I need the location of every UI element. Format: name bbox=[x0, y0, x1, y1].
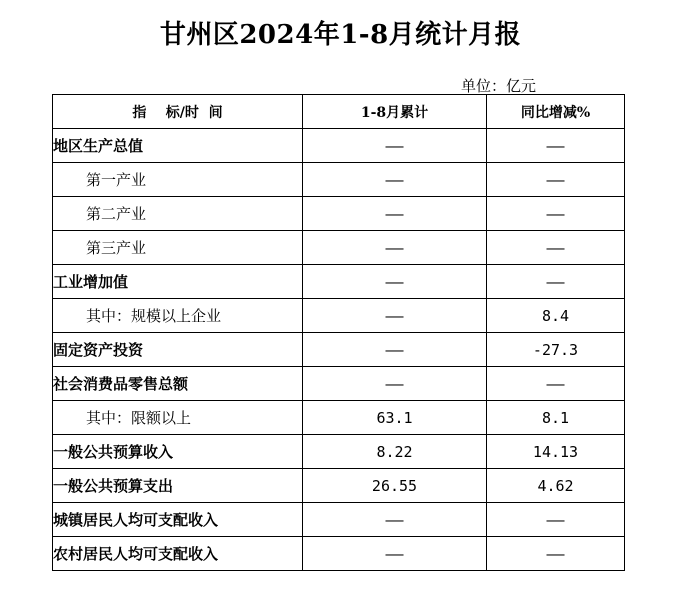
table-row bbox=[53, 265, 625, 299]
row-indicator-label: 城镇居民人均可支配收入 bbox=[53, 503, 303, 537]
row-yoy-value: —— bbox=[487, 537, 625, 571]
row-cumulative-value: 63.1 bbox=[303, 401, 487, 435]
row-yoy-value: 8.1 bbox=[487, 401, 625, 435]
table-row bbox=[53, 469, 625, 503]
row-indicator-label: 第三产业 bbox=[53, 231, 303, 265]
row-cumulative-value: —— bbox=[303, 163, 487, 197]
row-cumulative-value: —— bbox=[303, 333, 487, 367]
table-header-row bbox=[53, 95, 625, 129]
row-indicator-label: 固定资产投资 bbox=[53, 333, 303, 367]
header-yoy: 同比增减% bbox=[487, 95, 625, 129]
table-row bbox=[53, 503, 625, 537]
row-cumulative-value: —— bbox=[303, 503, 487, 537]
statistics-table bbox=[52, 94, 625, 571]
row-indicator-label: 社会消费品零售总额 bbox=[53, 367, 303, 401]
table-row bbox=[53, 197, 625, 231]
row-indicator-label: 第一产业 bbox=[53, 163, 303, 197]
report-title: 甘州区2024年1-8月统计月报 bbox=[159, 20, 522, 50]
row-indicator-label: 一般公共预算收入 bbox=[53, 435, 303, 469]
table-row bbox=[53, 299, 625, 333]
table-row bbox=[53, 231, 625, 265]
header-indicator: 指 标/时 间 bbox=[53, 95, 303, 129]
row-yoy-value: -27.3 bbox=[487, 333, 625, 367]
table-row bbox=[53, 163, 625, 197]
row-cumulative-value: —— bbox=[303, 367, 487, 401]
row-cumulative-value: —— bbox=[303, 231, 487, 265]
row-indicator-label: 第二产业 bbox=[53, 197, 303, 231]
row-yoy-value: 14.13 bbox=[487, 435, 625, 469]
row-cumulative-value: 8.22 bbox=[303, 435, 487, 469]
row-indicator-label: 其中：限额以上 bbox=[53, 401, 303, 435]
row-cumulative-value: —— bbox=[303, 537, 487, 571]
header-cumulative: 1-8月累计 bbox=[303, 95, 487, 129]
row-cumulative-value: —— bbox=[303, 265, 487, 299]
unit-label: 单位：亿元 bbox=[461, 77, 537, 95]
row-indicator-label: 一般公共预算支出 bbox=[53, 469, 303, 503]
table-row bbox=[53, 435, 625, 469]
row-yoy-value: —— bbox=[487, 367, 625, 401]
row-cumulative-value: —— bbox=[303, 129, 487, 163]
row-indicator-label: 工业增加值 bbox=[53, 265, 303, 299]
row-cumulative-value: —— bbox=[303, 299, 487, 333]
row-yoy-value: —— bbox=[487, 265, 625, 299]
row-indicator-label: 地区生产总值 bbox=[53, 129, 303, 163]
table-row bbox=[53, 537, 625, 571]
row-yoy-value: —— bbox=[487, 163, 625, 197]
row-yoy-value: —— bbox=[487, 503, 625, 537]
row-yoy-value: 8.4 bbox=[487, 299, 625, 333]
row-yoy-value: —— bbox=[487, 129, 625, 163]
row-yoy-value: 4.62 bbox=[487, 469, 625, 503]
table-row bbox=[53, 333, 625, 367]
row-cumulative-value: 26.55 bbox=[303, 469, 487, 503]
table-row bbox=[53, 129, 625, 163]
row-indicator-label: 农村居民人均可支配收入 bbox=[53, 537, 303, 571]
row-indicator-label: 其中：规模以上企业 bbox=[53, 299, 303, 333]
row-yoy-value: —— bbox=[487, 231, 625, 265]
row-cumulative-value: —— bbox=[303, 197, 487, 231]
table-row bbox=[53, 367, 625, 401]
row-yoy-value: —— bbox=[487, 197, 625, 231]
table-row bbox=[53, 401, 625, 435]
